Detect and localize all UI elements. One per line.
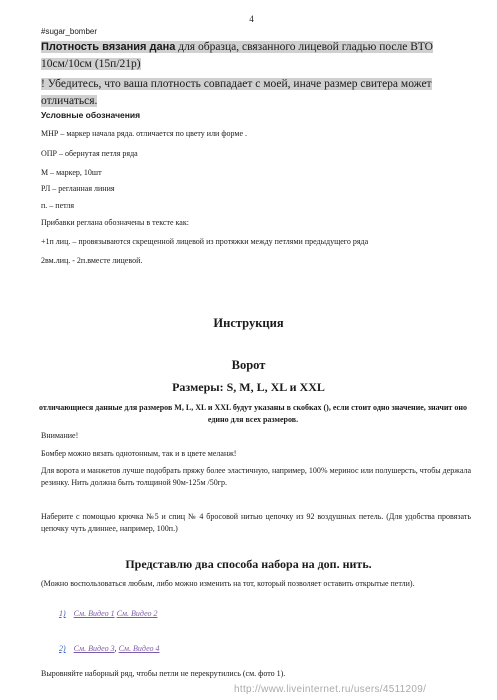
watermark: http://www.liveinternet.ru/users/4511209/ bbox=[234, 684, 427, 695]
bomber-note: Бомбер можно вязать однотонным, так и в цвете меланж! bbox=[41, 449, 237, 458]
link-number: 2) bbox=[59, 644, 66, 653]
sizes-heading: Размеры: S, M, L, XL и XXL bbox=[172, 380, 325, 394]
legend-item: Прибавки реглана обозначены в тексте как: bbox=[41, 218, 189, 227]
collar-heading: Ворот bbox=[231, 358, 266, 372]
instruction-heading: Инструкция bbox=[213, 316, 284, 330]
video-link-1[interactable]: См. Видео 1 bbox=[73, 609, 115, 618]
legend-item: М – маркер, 10шт bbox=[41, 168, 102, 177]
legend-item: п. – петля bbox=[41, 201, 75, 210]
attention-text: Внимание! bbox=[41, 431, 79, 440]
legend-title: Условные обозначения bbox=[41, 110, 141, 120]
link-number: 1) bbox=[59, 609, 66, 618]
methods-note: (Можно воспользоваться любым, либо можно изменить на тот, который позволяет оставить открытые петли). bbox=[41, 579, 415, 588]
video-link-2[interactable]: См. Видео 2 bbox=[116, 609, 158, 618]
sizes-note: отличающиеся данные для размеров M, L, XL и XXL будут указаны в скобках (), если стоит одно значение, значит оно едино для всех размеров. bbox=[39, 403, 467, 424]
gauge-note-text: для образца, связанного лицевой гладью после ВТО 10см/10см (15п/21р) bbox=[41, 41, 433, 70]
yarn-note: Для ворота и манжетов лучше подобрать пряжу более эластичную, например, 100% меринос или полушерсть, чтобы держала резинку. Нить должна быть толщиной 90м-125м /50гр. bbox=[41, 466, 471, 487]
legend-item: 2вм.лиц. - 2п.вместе лицевой. bbox=[41, 256, 143, 265]
video-link-4[interactable]: См. Видео 4 bbox=[118, 644, 160, 653]
gauge-note bbox=[41, 39, 471, 73]
methods-heading: Представлю два способа набора на доп. нить. bbox=[125, 557, 372, 571]
gauge-note-bold: Плотность вязания дана bbox=[41, 41, 176, 53]
chain-note: Наберите с помощью крючка №5 и спиц № 4 бросовой нитью цепочку из 92 воздушных петель. (Для удобства провязать цепочку чуть длиннее, например, 100п.) bbox=[41, 512, 471, 533]
legend-item: МНР – маркер начала ряда. отличается по цвету или форме . bbox=[41, 129, 248, 138]
video-links-row-1 bbox=[59, 609, 158, 618]
video-link-3[interactable]: См. Видео 3 bbox=[73, 644, 115, 653]
video-links-row-2: 2) См. Видео 3, См. Видео 4 bbox=[59, 644, 160, 653]
gauge-warning-text: ! Убедитесь, что ваша плотность совпадает с моей, иначе размер свитера может отличаться. bbox=[41, 78, 432, 107]
align-note: Выровняйте наборный ряд, чтобы петли не перекрутились (см. фото 1). bbox=[41, 669, 286, 678]
legend-item: РЛ – регланная линия bbox=[41, 184, 115, 193]
legend-item: +1п лиц. – провязываются скрещенной лицевой из протяжки между петлями предыдущего ряда bbox=[41, 237, 369, 246]
legend-item: ОПР – обернутая петля ряда bbox=[41, 149, 138, 158]
hashtag: #sugar_bomber bbox=[41, 27, 98, 36]
page-number: 4 bbox=[249, 14, 254, 24]
gauge-warning bbox=[41, 76, 481, 110]
